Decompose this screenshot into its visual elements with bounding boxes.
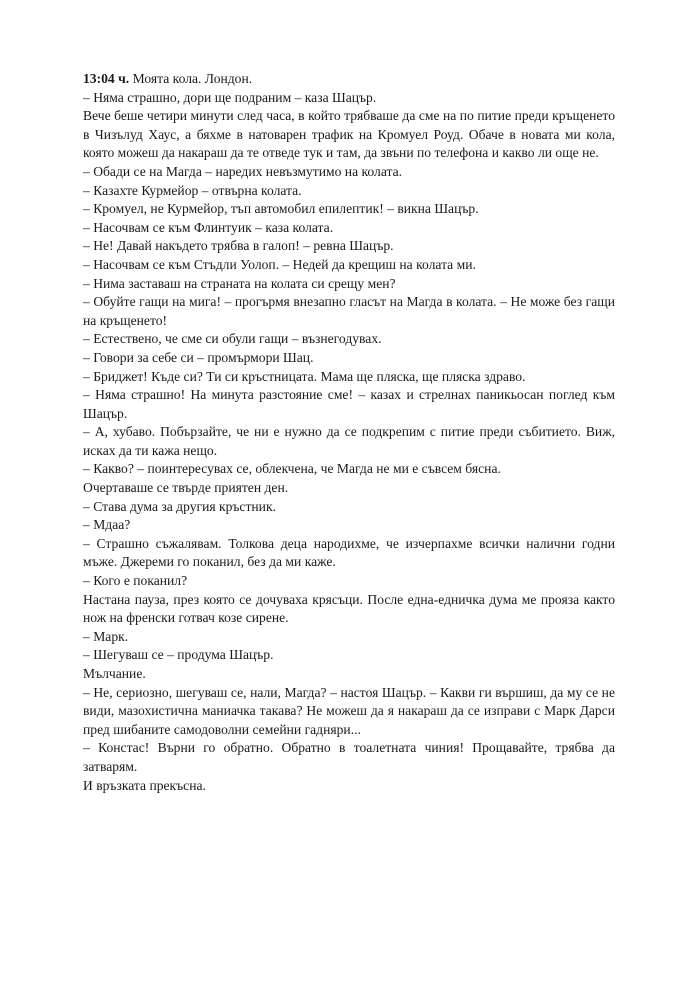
paragraph: – Шегуваш се – продума Шацър. — [83, 647, 274, 663]
heading-line — [83, 70, 615, 89]
paragraph-list — [83, 89, 615, 796]
paragraph: Очертаваше се твърде приятен ден. — [83, 480, 289, 496]
paragraph: – Бриджет! Къде си? Ти си кръстницата. Мама ще пляска, ще пляска здраво. — [83, 368, 526, 384]
paragraph: – Кромуел, не Курмейор, тъп автомобил епилептик! – викна Шацър. — [83, 201, 479, 217]
heading-location: Моята кола. Лондон. — [129, 71, 253, 86]
paragraph: – Нима заставаш на страната на колата си срещу мен? — [83, 275, 396, 291]
paragraph: – Обуйте гащи на мига! – прогърмя внезапно гласът на Магда в колата. – Не може без гащи на кръщенето! — [83, 294, 615, 328]
paragraph: – Казахте Курмейор – отвърна колата. — [83, 182, 302, 198]
paragraph: – Естествено, че сме си обули гащи – възнегодувах. — [83, 331, 382, 347]
paragraph: И връзката прекъсна. — [83, 777, 206, 793]
paragraph: – Не! Давай накъдето трябва в галоп! – ревна Шацър. — [83, 238, 394, 254]
paragraph: – Насочвам се към Флинтуик – каза колата. — [83, 219, 334, 235]
paragraph: Мълчание. — [83, 666, 146, 681]
paragraph: – Страшно съжалявам. Толкова деца народихме, че изчерпахме всички налични годни мъже. Джереми го поканил, без да ми каже. — [83, 535, 615, 570]
paragraph: – Марк. — [83, 628, 129, 644]
paragraph: – Какво? – поинтересувах се, облекчена, че Магда не ми е съвсем бясна. — [83, 461, 501, 477]
paragraph: – Става дума за другия кръстник. — [83, 498, 276, 514]
document-body — [83, 70, 615, 795]
paragraph: Настана пауза, през която се дочуваха крясъци. После една-едничка дума ме прояза както нож на френски готвач козе сирене. — [83, 591, 615, 626]
paragraph: – А, хубаво. Побързайте, че ни е нужно да се подкрепим с питие преди събитието. Виж, исках да ти кажа нещо. — [83, 424, 615, 458]
paragraph: – Говори за себе си – промърмори Шац. — [83, 349, 314, 365]
paragraph: Вече беше четири минути след часа, в който трябваше да сме на по питие преди кръщенето в Чизълуд Хаус, а бяхме в натоварен трафик на Кромуел Роуд. Обаче в новата ми кола, която можеш да накараш да те отведе тук и там, да звъни по телефона и какво ли още не. — [83, 108, 615, 161]
paragraph: – Обади се на Магда – наредих невъзмутимо на колата. — [83, 163, 403, 179]
paragraph: – Няма страшно! На минута разстояние сме! – казах и стрелнах паникьосан поглед към Шацър. — [83, 387, 615, 421]
paragraph: – Мдаа? — [83, 517, 131, 533]
time-stamp: 13:04 ч. — [83, 71, 130, 86]
paragraph: – Няма страшно, дори ще подраним – каза Шацър. — [83, 89, 377, 105]
paragraph: – Не, сериозно, шегуваш се, нали, Магда? – настоя Шацър. – Какви ги вършиш, да му се не види, мазохистична маниачка такава? Не можеш да я накараш да се изправи с Марк Дарси пред шибаните самодоволни семейни гадняри... — [83, 684, 615, 737]
paragraph: – Констас! Върни го обратно. Обратно в тоалетната чиния! Прощавайте, трябва да затварям. — [83, 740, 615, 774]
paragraph: – Насочвам се към Стъдли Уолоп. – Недей да крещиш на колата ми. — [83, 256, 476, 272]
paragraph: – Кого е поканил? — [83, 573, 188, 589]
